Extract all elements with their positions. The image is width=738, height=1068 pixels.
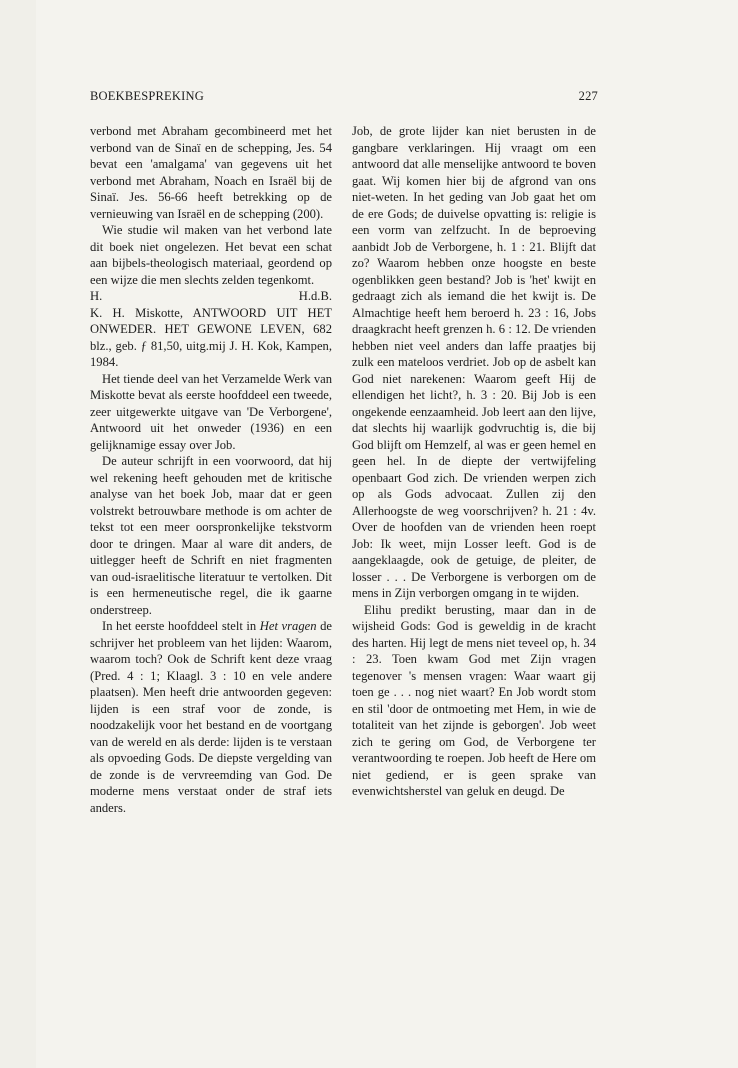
paragraph: Job, de grote lijder kan niet berusten in de gangbare verklaringen. Hij vraagt om een antwoord dat alle menselijke antwoord te boven gaat. Wij komen hier bij de afgrond van ons niet-weten. In het geding van Job gaat het om de ere Gods; de duivelse opvatting is: religie is een vorm van zelfzucht. In de beproeving aanbidt Job de Verborgene, h. 1 : 21. Blijft dat zo? Waarom hebben onze hoogste en beste ogenblikken geen bestand? Job is 'het' kwijt en gedraagt zich als iemand die het kwijt is. De Almachtige heeft hem beroerd h. 23 : 16, Jobs draagkracht heeft grenzen h. 6 : 12. De vrienden hebben niet veel anders dan laffe praatjes bij zulk een mateloos verdriet. Job op de asbelt kan God niet narekenen: Waarom geeft Hij de ellendigen het licht?, h. 3 : 20. Bij Job is een ongekende eenzaamheid. Job leert aan den lijve, dat slechts hij waarlijk godvruchtig is, die bij God blijft om Hemzelf, al was er geen hemel en geen hel. In de diepte der vertwijfeling openbaart God zich. De vrienden werpen zich op als Gods advocaat. Zullen zij den Allerhoogste de weg voorschrijven? h. 21 : 4v. Over de hoofden van de vrienden heen roept Job: Ik weet, mijn Losser leeft. God is de aangeklaagde, ook de getuige, de pleiter, de losser . . . De Verborgene is verborgen om de mens in Zijn verborgen omgang in te wijden.	[352, 124, 596, 600]
italic-title: Het vragen	[259, 619, 317, 633]
page-number: 227	[578, 89, 598, 103]
left-column	[90, 123, 332, 816]
right-column	[352, 123, 596, 800]
section-title: BOEKBESPREKING	[90, 89, 204, 103]
text-run: In het eerste hoofddeel stelt in	[102, 619, 260, 633]
book-citation: K. H. Miskotte, ANTWOORD UIT HET ONWEDER. HET GEWONE LEVEN, 682 blz., geb. ƒ 81,50, uitg.mij J. H. Kok, Kampen, 1984.	[90, 305, 332, 369]
running-header	[90, 89, 598, 105]
paragraph: verbond met Abraham gecombineerd met het verbond van de Sinaï en de schepping, Jes. 54 bevat een 'amalgama' van gegevens uit het verbond met Abraham, Noach en Israël bij de Sinaï. Jes. 56-66 heeft betrekking op de vernieuwing van Israël en de schepping (200).	[90, 124, 332, 221]
text-run: de schrijver het probleem van het lijden: Waarom, waarom toch? Ook de Schrift kent deze vraag (Pred. 4 : 1; Klaagl. 3 : 10 en vele andere plaatsen). Men heeft drie antwoorden gegeven: lijden is een straf voor de zonde, is noodzakelijk voor het bestand en de voortgang van de wereld en als derde: lijden is te verstaan als opvoeding Gods. De diepste vergelding van de zonde is de vervreemding van God. De moderne mens verstaat onder de straf iets anders.	[90, 619, 332, 815]
signature-left: H.	[90, 289, 103, 303]
paragraph: Het tiende deel van het Verzamelde Werk van Miskotte bevat als eerste hoofddeel een tweede, zeer uitgewerkte uitgave van 'De Verborgene', Antwoord uit het onweder (1936) en een gelijknamige essay over Job.	[90, 371, 332, 452]
paragraph: Wie studie wil maken van het verbond late dit boek niet ongelezen. Het bevat een schat aan bijbels-theologisch materiaal, geordend op een wijze die men slechts zelden tegenkomt.	[90, 223, 332, 287]
paragraph: Elihu predikt berusting, maar dan in de wijsheid Gods: God is geweldig in de kracht des harten. Hij legt de mens niet teveel op, h. 34 : 23. Toen kwam God met Zijn vragen tegenover 's mensen vragen: Waar waart gij toen ge . . . nog niet waart? En Job wordt stom en stil 'door de ontmoeting met Hem, in wie de totaliteit van het zijnde is geborgen'. Job weet zich te gering om God, de Verborgene ter verantwoording te roepen. Job heeft de Here om niet gediend, er is geen sprake van evenwichtsherstel van geluk en deugd. De	[352, 602, 596, 798]
signature-right: H.d.B.	[298, 289, 332, 303]
paragraph	[90, 618, 332, 816]
review-signature	[90, 288, 332, 305]
paragraph: De auteur schrijft in een voorwoord, dat hij wel rekening heeft gehouden met de kritische analyse van het boek Job, maar dat er geen volstrekt betrouwbare methode is om achter de tekst tot een meer oorspronkelijke tekstvorm door te dringen. Maar al ware dit anders, de uitlegger heeft de Schrift en niet fragmenten van oud-israelitische literatuur te vertolken. Dit is een hermeneutische regel, die ik gaarne onderstreep.	[90, 454, 332, 617]
